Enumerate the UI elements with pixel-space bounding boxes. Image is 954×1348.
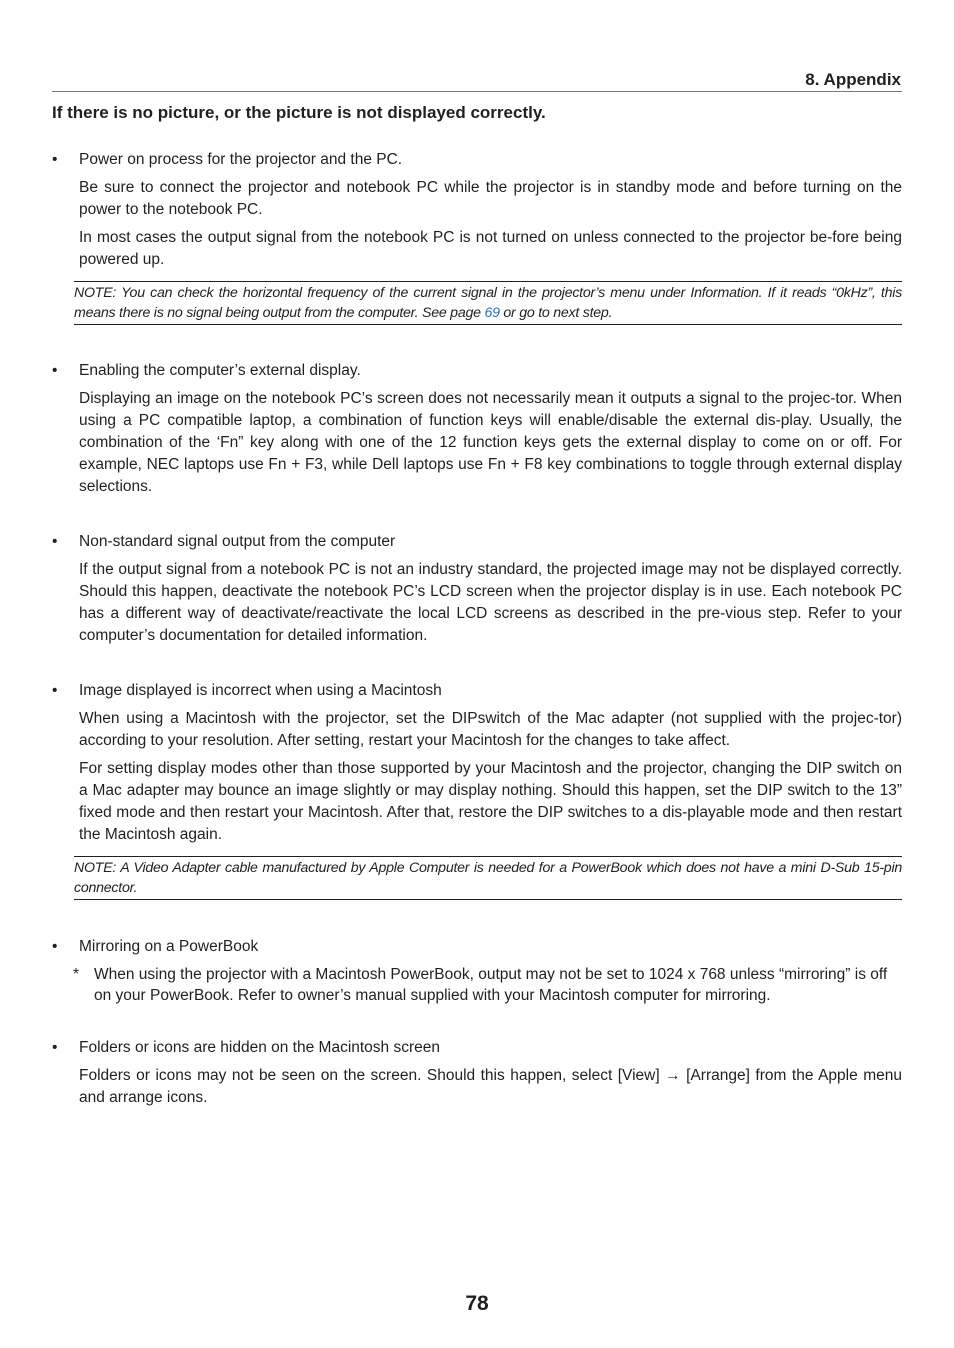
page-link[interactable]: 69 <box>484 305 500 321</box>
note-box <box>74 281 902 325</box>
bullet-item <box>52 680 902 702</box>
note-text: NOTE: A Video Adapter cable manufactured by Apple Computer is needed for a PowerBook which does not have a mini D-Sub 15-pin connector. <box>74 860 902 896</box>
page-number: 78 <box>465 1292 489 1315</box>
footnote-text: When using the projector with a Macintosh PowerBook, output may not be set to 1024 x 768 unless “mirroring” is off on your PowerBook. Refer to owner’s manual supplied with your Macintosh computer for mirroring. <box>94 966 888 1004</box>
bullet-item <box>52 360 902 382</box>
note-text-end: or go to next step. <box>499 305 613 321</box>
bullet-title: Enabling the computer’s external display. <box>79 362 361 379</box>
bullet-title: Folders or icons are hidden on the Macintosh screen <box>79 1039 441 1056</box>
section-external-display <box>52 360 902 498</box>
paragraph: When using a Macintosh with the projector, set the DIPswitch of the Mac adapter (not supplied with the projec-tor) according to your resolution. After setting, restart your Macintosh for the changes to take affect. <box>79 710 902 749</box>
bullet-marker: • <box>52 938 58 955</box>
section-macintosh-image <box>52 680 902 900</box>
bullet-marker: • <box>52 1039 58 1056</box>
bullet-marker: • <box>52 151 58 168</box>
section-hidden-icons <box>52 1037 902 1109</box>
paragraph: In most cases the output signal from the notebook PC is not turned on unless connected to the projector be-fore being powered up. <box>79 229 902 268</box>
section-mirroring <box>52 936 902 1006</box>
paragraph: Be sure to connect the projector and notebook PC while the projector is in standby mode and before turning on the power to the notebook PC. <box>79 179 902 218</box>
bullet-marker: • <box>52 533 58 550</box>
bullet-title: Power on process for the projector and the PC. <box>79 151 403 168</box>
bullet-marker: • <box>52 682 58 699</box>
bullet-title: Mirroring on a PowerBook <box>79 938 259 955</box>
paragraph: For setting display modes other than those supported by your Macintosh and the projector, changing the DIP switch on a Mac adapter may bounce an image slightly or may display nothing. Should this happen, set the DIP switch to the 13” fixed mode and then restart your Macintosh. After that, restore the DIP switches to a dis-playable mode and then restart the Macintosh again. <box>79 760 902 843</box>
section-power-on <box>52 149 902 325</box>
bullet-item <box>52 149 902 171</box>
footnote-item <box>73 964 902 1006</box>
bullet-marker: • <box>52 362 58 379</box>
paragraph: Displaying an image on the notebook PC’s screen does not necessarily mean it outputs a signal to the projec-tor. When using a PC compatible laptop, a combination of function keys will enable/disable the external dis-play. Usually, the combination of the ‘Fn” key along with one of the 12 function keys gets the external display to come on or off. For example, NEC laptops use Fn + F3, while Dell laptops use Fn + F8 key combinations to toggle through external display selections. <box>79 390 902 495</box>
section-title: 8. Appendix <box>805 70 901 89</box>
page-heading: If there is no picture, or the picture is not displayed correctly. <box>52 103 546 122</box>
bullet-item <box>52 1037 902 1059</box>
asterisk-marker: * <box>73 966 80 983</box>
section-nonstandard-signal <box>52 531 902 647</box>
note-text: NOTE: You can check the horizontal frequency of the current signal in the projector’s menu under Information. If it reads “0kHz”, this means there is no signal being output from the computer. See page <box>74 285 902 321</box>
bullet-item <box>52 936 902 958</box>
bullet-title: Non-standard signal output from the computer <box>79 533 396 550</box>
note-box <box>74 856 902 900</box>
header-rule <box>52 91 902 92</box>
paragraph: If the output signal from a notebook PC is not an industry standard, the projected image may not be displayed correctly. Should this happen, deactivate the notebook PC’s LCD screen when the projector display is in use. Each notebook PC has a different way of deactivate/reactivate the local LCD screens as described in the pre-vious step. Refer to your computer’s documentation for detailed information. <box>79 561 902 644</box>
bullet-title: Image displayed is incorrect when using a Macintosh <box>79 682 442 699</box>
paragraph: Folders or icons may not be seen on the screen. Should this happen, select [View] → [Arrange] from the Apple menu and arrange icons. <box>79 1067 902 1106</box>
bullet-item <box>52 531 902 553</box>
